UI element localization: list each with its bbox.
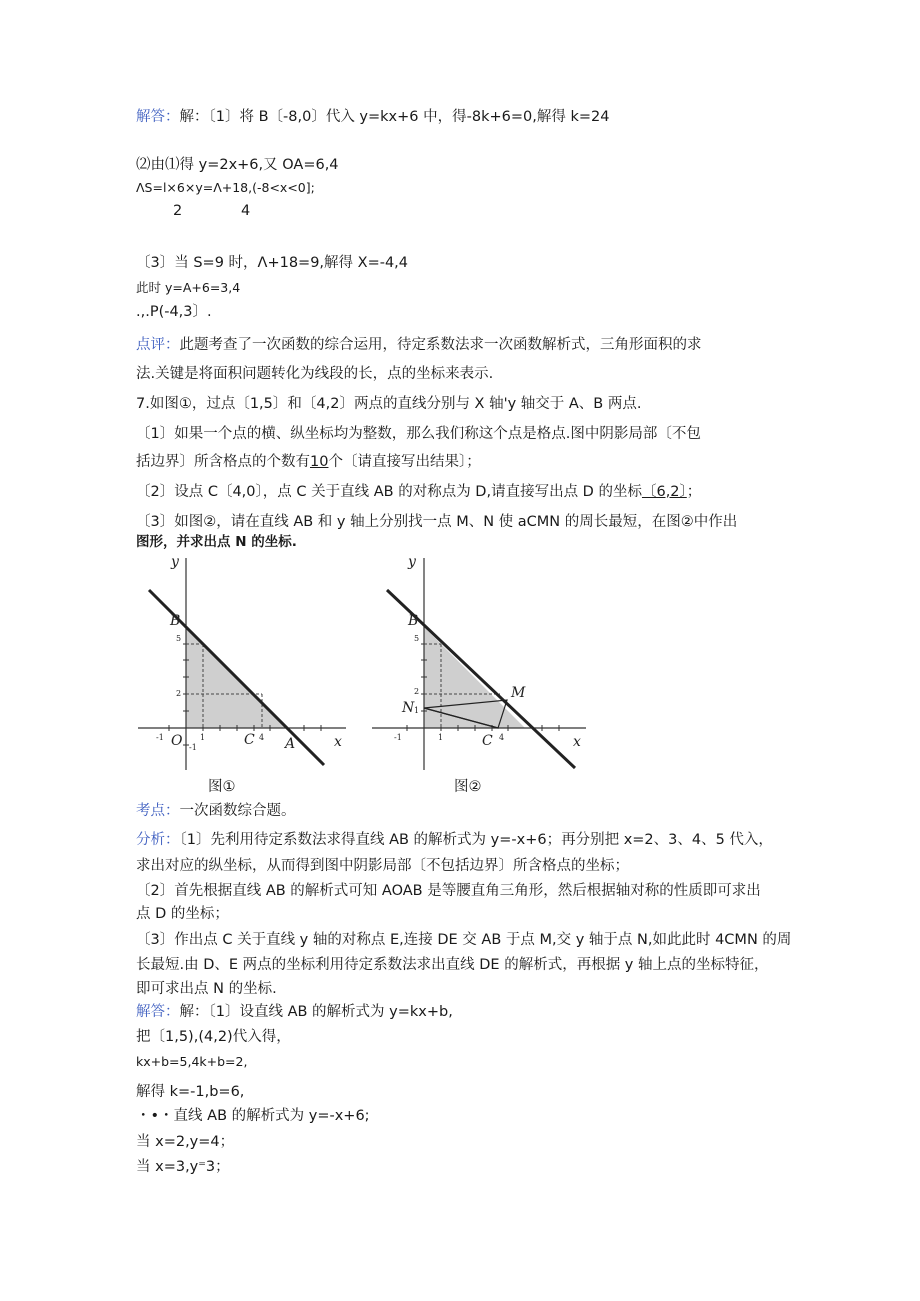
figure-1-label-x: x [334, 734, 342, 750]
analysis-line-2: 求出对应的纵坐标，从而得到图中阴影局部〔不包括边界〕所含格点的坐标； [136, 858, 629, 874]
analysis-line-3: 〔2〕首先根据直线 AB 的解析式可知 AOAB 是等腰直角三角形，然后根据轴对称的性质即可求出 [136, 883, 761, 899]
solution-line-3: kx+b=5,4k+b=2, [136, 1054, 248, 1069]
part-1-line-b [136, 452, 481, 472]
answer-line-2: ⑵由⑴得 y=2x+6,又 OA=6,4 [136, 157, 339, 173]
comment-line-2: 法.关键是将面积问题转化为线段的长，点的坐标来表示. [136, 366, 494, 382]
solution-line-6: 当 x=2,y=4； [136, 1134, 235, 1150]
figure-1-tick-4: 4 [259, 733, 265, 742]
analysis-text-1: 〔1〕先利用待定系数法求得直线 AB 的解析式为 y=-x+6；再分别把 x=2、3、4、5 代入， [179, 832, 773, 848]
part-1-answer: 10 [310, 454, 329, 470]
analysis-label: 分析： [136, 832, 180, 848]
figure-2-label-y: y [408, 554, 416, 570]
answer-line-7: .,.P(-4,3〕. [136, 304, 212, 320]
figure-2-shaded-region [424, 627, 525, 728]
figure-2-tick-4: 4 [499, 733, 505, 742]
analysis-line-4: 点 D 的坐标； [136, 906, 229, 922]
part-1-suffix: 个〔请直接写出结果〕； [328, 454, 481, 470]
figure-1-graph [134, 550, 354, 775]
part-2-line [136, 482, 701, 502]
kaodian-label: 考点： [136, 803, 180, 819]
comment-label: 点评： [136, 337, 180, 353]
analysis-line-6: 长最短.由 D、E 两点的坐标利用待定系数法求出直线 DE 的解析式，再根据 y 轴上点的坐标特征， [136, 957, 769, 973]
figure-2-caption: 图② [454, 779, 482, 795]
figure-1-label-y: y [171, 554, 179, 570]
figure-1-tick-5: 5 [176, 634, 182, 643]
figure-1-label-c: C [244, 732, 255, 748]
part-3-line-a: 〔3〕如图②，请在直线 AB 和 y 轴上分别找一点 M、N 使 aCMN 的周长最短，在图②中作出 [136, 514, 738, 530]
figure-2-label-n: N [402, 700, 415, 716]
figure-1-tick-x-neg1: -1 [156, 733, 164, 742]
kaodian-text: 一次函数综合题。 [179, 803, 296, 819]
solution-text-1: 解：〔1〕设直线 AB 的解析式为 y=kx+b, [179, 1004, 453, 1020]
part-3-line-b: 图形，并求出点 N 的坐标. [136, 534, 297, 550]
comment-text: 此题考查了一次函数的综合运用，待定系数法求一次函数解析式，三角形面积的求 [179, 337, 702, 353]
figure-2-tick-y1: 1 [414, 706, 420, 715]
part-2-answer: 〔6,2〕 [641, 484, 687, 500]
fraction-denominator-4: 4 [241, 203, 251, 219]
figure-2-tick-x1: 1 [438, 733, 444, 742]
figure-2-tick-2: 2 [414, 687, 420, 696]
analysis-line-7: 即可求出点 N 的坐标. [136, 981, 277, 997]
figure-2-tick-x-neg1: -1 [394, 733, 402, 742]
figure-2-label-x: x [573, 734, 581, 750]
part-2-text: 〔2〕设点 C〔4,0〕，点 C 关于直线 AB 的对称点为 D,请直接写出点 D 的坐标 [136, 484, 642, 500]
analysis-line-5: 〔3〕作出点 C 关于直线 y 轴的对称点 E,连接 DE 交 AB 于点 M,交 y 轴于点 N,如此此时 4CMN 的周 [136, 932, 792, 948]
problem-7-statement: 7.如图①，过点〔1,5〕和〔4,2〕两点的直线分别与 X 轴'y 轴交于 A、B 两点. [136, 396, 642, 412]
figure-2-graph [368, 550, 593, 775]
solution-line-4: 解得 k=-1,b=6, [136, 1084, 245, 1100]
solution-line-7: 当 x=3,y⁼3； [136, 1159, 230, 1175]
answer-text: 解：〔1〕将 B〔-8,0〕代入 y=kx+6 中，得-8k+6=0,解得 k=24 [179, 109, 610, 125]
figure-1-label-o: O [171, 733, 183, 749]
answer-line-6: 此时 y=A+6=3,4 [136, 280, 241, 295]
part-1-line-a: 〔1〕如果一个点的横、纵坐标均为整数，那么我们称这个点是格点.图中阴影局部〔不包 [136, 426, 701, 442]
analysis-line-1 [136, 830, 773, 850]
figure-1-caption: 图① [208, 779, 236, 795]
comment-line-1 [136, 335, 702, 355]
kaodian-line [136, 801, 296, 821]
answer-line-1 [136, 107, 609, 127]
answer-label: 解答： [136, 109, 180, 125]
solution-label: 解答： [136, 1004, 180, 1020]
figure-1-tick-2: 2 [176, 689, 182, 698]
figure-2-label-m: M [511, 685, 526, 701]
solution-line-5: ・•・直线 AB 的解析式为 y=-x+6; [136, 1108, 370, 1124]
figure-2-label-c: C [482, 733, 493, 749]
answer-line-5: 〔3〕当 S=9 时，Λ+18=9,解得 X=-4,4 [136, 255, 409, 271]
solution-line-2: 把〔1,5),(4,2)代入得， [136, 1029, 291, 1045]
solution-line-1 [136, 1002, 453, 1022]
fraction-denominator-2: 2 [173, 203, 183, 219]
part-2-suffix: ； [686, 484, 702, 500]
figure-1-tick-y-neg1: -1 [189, 743, 197, 752]
part-1-text: 括边界〕所含格点的个数有 [136, 454, 310, 470]
figure-2-tick-5: 5 [414, 634, 420, 643]
figure-1-tick-x1: 1 [200, 733, 206, 742]
figure-2-label-b: B [408, 613, 419, 629]
answer-line-3: ΛS=l×6×y=Λ+18,(-8<x<0]; [136, 180, 315, 195]
figure-1-label-a: A [285, 736, 296, 752]
figure-1-label-b: B [170, 613, 181, 629]
